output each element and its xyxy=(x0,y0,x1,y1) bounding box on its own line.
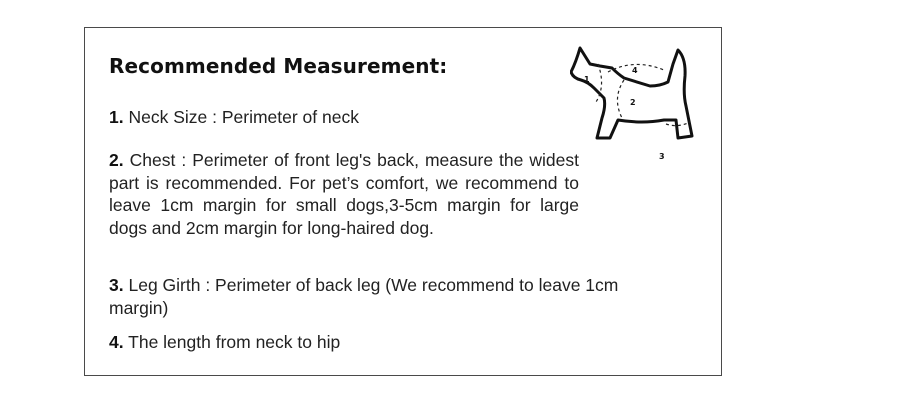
dog-measurement-diagram xyxy=(570,42,710,167)
item-neck-size xyxy=(109,106,579,129)
item-text: Leg Girth : Perimeter of back leg (We recommend to leave 1cm margin) xyxy=(109,275,619,318)
item-text: Chest : Perimeter of front leg's back, measure the widest part is recommended. For pet’s comfort, we recommend to leave 1cm margin for small dogs,3-5cm margin for large dogs and 2cm margin for long-haired dog. xyxy=(109,150,579,238)
item-length xyxy=(109,331,669,354)
diagram-label-1: 1 xyxy=(584,75,590,84)
item-chest xyxy=(109,149,579,239)
measurement-card xyxy=(84,27,722,376)
diagram-label-2: 2 xyxy=(630,98,636,107)
item-text: The length from neck to hip xyxy=(128,332,341,352)
item-text: Neck Size : Perimeter of neck xyxy=(128,107,359,127)
item-number: 1. xyxy=(109,107,124,127)
diagram-label-3: 3 xyxy=(659,152,665,161)
item-leg-girth xyxy=(109,274,674,319)
item-number: 4. xyxy=(109,332,124,352)
card-title: Recommended Measurement: xyxy=(109,54,448,78)
diagram-label-4: 4 xyxy=(632,66,638,75)
dog-silhouette-icon xyxy=(571,48,692,138)
item-number: 3. xyxy=(109,275,124,295)
item-number: 2. xyxy=(109,150,124,170)
